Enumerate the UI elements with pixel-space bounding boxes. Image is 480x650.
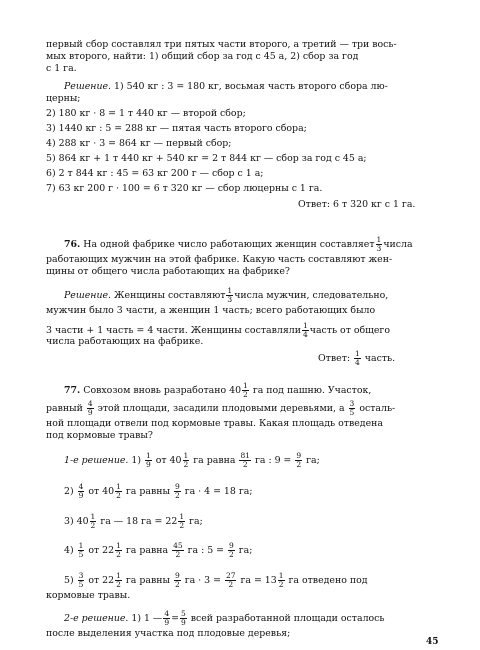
text: га = 13 <box>240 575 277 586</box>
text: 4) <box>64 545 74 556</box>
text: га · 3 = <box>184 575 221 586</box>
text: га равна <box>125 545 169 556</box>
step-line: 5) 864 кг + 1 т 440 кг + 540 кг = 2 т 844 кг — сбор за год с 45 а; <box>46 153 367 164</box>
text: 3 части + 1 часть = 4 части. Женщины составляли <box>46 325 301 336</box>
text: часть. <box>364 353 396 364</box>
fraction: $\frac{4}{9}$ <box>164 609 170 627</box>
fraction: $\frac{1}{9}$ <box>145 451 151 469</box>
step-line: 4) 288 кг · 3 = 864 кг — первый сбор; <box>46 138 232 149</box>
fraction: $\frac{9}{2}$ <box>174 571 180 589</box>
problem-text: числа <box>383 239 413 250</box>
fraction: $\frac{9}{2}$ <box>296 451 302 469</box>
text: осталь- <box>359 403 396 414</box>
text: этой площади, засадили плодовыми деревьями, а <box>97 403 345 414</box>
fraction: $\frac{1}{2}$ <box>243 381 248 399</box>
text: Ответ: <box>318 353 351 364</box>
solution-label: Решение. <box>64 81 112 92</box>
problem-text: На одной фабрике число работающих женщин составляет <box>83 239 375 250</box>
text-line: с 1 га. <box>46 63 77 74</box>
text-line: после выделения участка под плодовые деревья; <box>46 628 291 639</box>
fraction: $\frac{9}{2}$ <box>229 541 234 559</box>
text: га под пашню. Участок, <box>252 385 372 396</box>
text: га равны <box>125 486 170 497</box>
calc-line-5 <box>64 572 367 589</box>
text-line: мужчин было 3 части, а женщин 1 часть; всего работающих было <box>46 305 376 316</box>
text: часть от общего <box>309 325 390 336</box>
calc-line-2 <box>64 483 253 500</box>
fraction: $\frac{1}{2}$ <box>116 541 121 559</box>
answer: Ответ: 6 т 320 кг с 1 га. <box>298 199 416 210</box>
text: Совхозом вновь разработано 40 <box>83 385 242 396</box>
fraction: $\frac{1}{2}$ <box>179 512 185 530</box>
fraction: $\frac{4}{9}$ <box>87 399 93 417</box>
text: га · 4 = 18 га; <box>184 486 253 497</box>
text: га; <box>238 545 253 556</box>
text: от 40 <box>155 455 182 466</box>
problem-number: 77. <box>64 385 81 396</box>
problem-76-line <box>64 236 413 253</box>
text: равный <box>46 403 83 414</box>
text-line: мых второго, найти: 1) общий сбор за год с 45 а, 2) сбор за год <box>46 51 359 62</box>
fraction: $\frac{81}{2}$ <box>240 451 250 469</box>
fraction: $\frac{3}{5}$ <box>78 571 84 589</box>
text: 1) <box>131 455 141 466</box>
calc-line-1 <box>64 452 320 469</box>
text-line <box>46 400 395 417</box>
text-line: первый сбор составлял три пятых части второго, а третий — три вось- <box>46 39 397 50</box>
fraction: $\frac{5}{9}$ <box>180 609 186 627</box>
text: числа мужчин, следовательно, <box>234 290 389 301</box>
text: га отведено под <box>288 575 368 586</box>
answer <box>318 350 395 367</box>
text-line: ной площади отвели под кормовые травы. Какая площадь отведена <box>46 418 383 429</box>
text: 2) <box>64 486 74 497</box>
step-line: 2) 180 кг · 8 = 1 т 440 кг — второй сбор; <box>46 108 246 119</box>
text: га; <box>189 516 203 527</box>
text-line: церны; <box>46 93 81 104</box>
step-line: 7) 63 кг 200 г · 100 = 6 т 320 кг — сбор люцерны с 1 га. <box>46 183 323 194</box>
text-line: щины от общего числа работающих на фабрике? <box>46 266 290 277</box>
text: га равны <box>125 575 170 586</box>
step-text: 1) 540 кг : 3 = 180 кг, восьмая часть второго сбора лю- <box>114 81 388 92</box>
problem-number: 76. <box>64 239 81 250</box>
text: га : 5 = <box>187 545 225 556</box>
solution-line <box>64 81 388 93</box>
text-line: числа работающих на фабрике. <box>46 336 204 347</box>
problem-77-line <box>64 382 371 399</box>
calc-line-3 <box>64 513 203 530</box>
fraction: $\frac{9}{2}$ <box>174 482 180 500</box>
text: га равна <box>193 455 236 466</box>
page-number: 45 <box>426 637 439 647</box>
text: га; <box>306 455 320 466</box>
fraction: $\frac{1}{4}$ <box>355 349 360 367</box>
fraction: $\frac{1}{2}$ <box>90 512 96 530</box>
text: от 22 <box>88 575 115 586</box>
text: 5) <box>64 575 74 586</box>
calc-line-4 <box>64 542 252 559</box>
fraction: $\frac{27}{2}$ <box>225 571 236 589</box>
text-line: кормовые травы. <box>46 590 131 601</box>
text: Женщины составляют <box>114 290 226 301</box>
fraction: $\frac{1}{2}$ <box>116 571 121 589</box>
fraction: $\frac{1}{4}$ <box>302 321 308 339</box>
solution-line <box>64 287 388 304</box>
fraction: $\frac{1}{5}$ <box>78 541 84 559</box>
text: га : 9 = <box>254 455 292 466</box>
solution-label: 1-е решение. <box>64 455 129 466</box>
step-line: 6) 2 т 844 кг : 45 = 63 кг 200 г — сбор с 1 а; <box>46 168 264 179</box>
solution-label: 2-е решение. <box>64 613 129 624</box>
text-line: работающих мужчин на этой фабрике. Какую часть составляют жен- <box>46 254 393 265</box>
fraction: $\frac{45}{2}$ <box>173 541 183 559</box>
text: от 40 <box>88 486 115 497</box>
solution-label: Решение. <box>64 290 112 301</box>
text: всей разработанной площади осталось <box>190 613 385 624</box>
fraction: $\frac{1}{2}$ <box>116 482 121 500</box>
fraction: $\frac{4}{9}$ <box>78 482 84 500</box>
step-line: 3) 1440 кг : 5 = 288 кг — пятая часть второго сбора; <box>46 123 307 134</box>
text: 1) 1 — <box>131 613 163 624</box>
fraction: $\frac{1}{2}$ <box>278 571 284 589</box>
text: = <box>171 613 179 624</box>
fraction: $\frac{3}{5}$ <box>349 399 355 417</box>
fraction: $\frac{1}{3}$ <box>227 286 233 304</box>
fraction: $\frac{1}{3}$ <box>376 235 382 253</box>
text-line: под кормовые травы? <box>46 430 153 441</box>
text: га — 18 га = 22 <box>100 516 178 527</box>
fraction: $\frac{1}{2}$ <box>183 451 189 469</box>
calc-line-6 <box>64 610 385 627</box>
text: 3) 40 <box>64 516 89 527</box>
text: от 22 <box>88 545 115 556</box>
